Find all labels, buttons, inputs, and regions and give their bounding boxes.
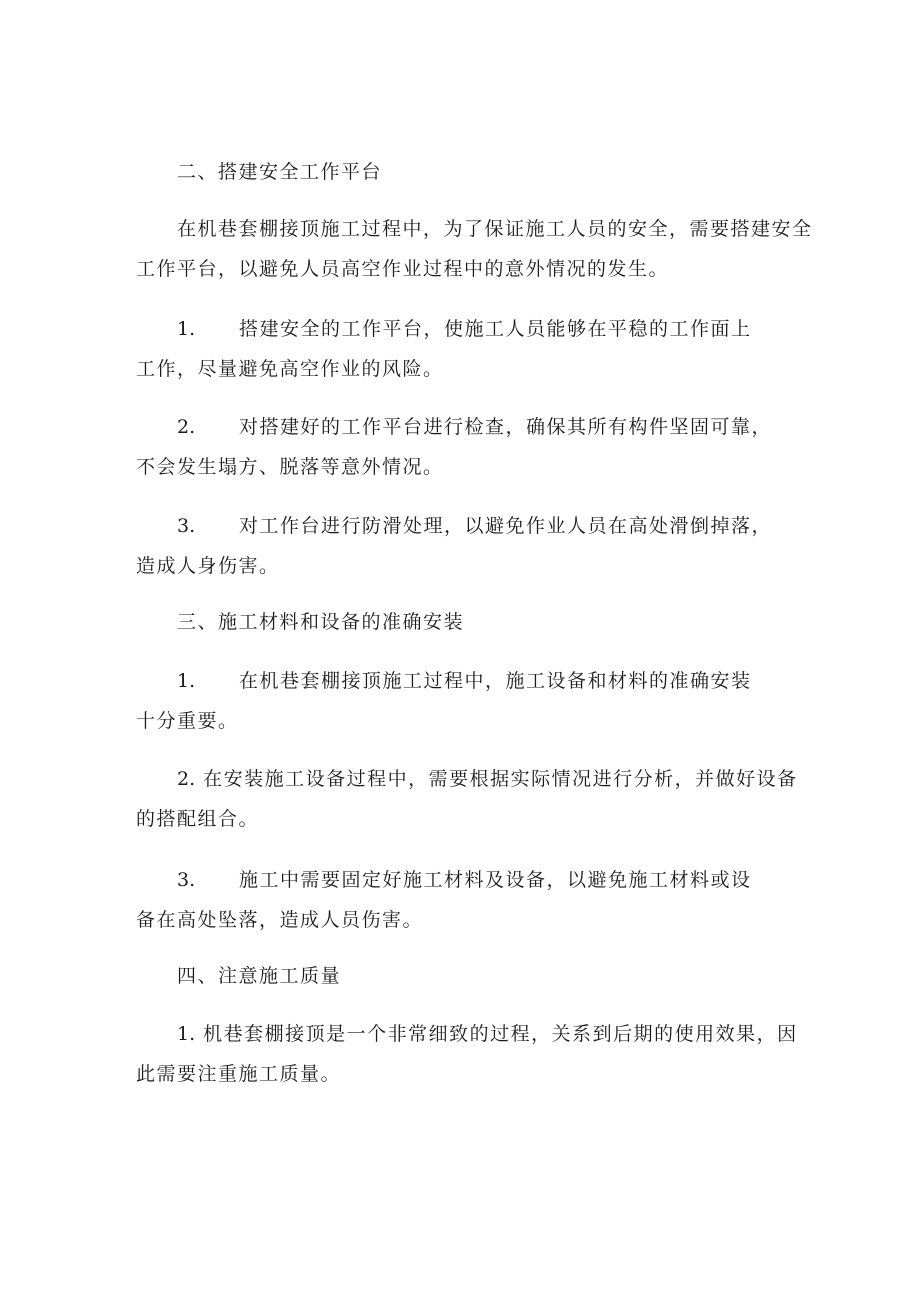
list-text: 在安装施工设备过程中，需要根据实际情况进行分析，并做好设备: [203, 768, 798, 790]
list-item: [177, 317, 752, 341]
section-heading: 四、注意施工质量: [177, 965, 342, 987]
section-heading: 三、施工材料和设备的准确安装: [177, 611, 465, 633]
section-heading: 二、搭建安全工作平台: [177, 161, 383, 183]
list-number: 1.: [177, 318, 196, 340]
list-item-continuation: 备在高处坠落，造成人员伤害。: [136, 909, 424, 931]
list-text: 机巷套棚接顶是一个非常细致的过程，关系到后期的使用效果，因: [203, 1023, 798, 1045]
list-item: [177, 767, 798, 791]
list-item: [177, 514, 772, 538]
list-item-continuation: 的搭配组合。: [136, 808, 260, 830]
paragraph-line: 工作平台，以避免人员高空作业过程中的意外情况的发生。: [136, 258, 670, 280]
list-item-continuation: 工作，尽量避免高空作业的风险。: [136, 358, 444, 380]
list-text: 施工中需要固定好施工材料及设备，以避免施工材料或设: [239, 869, 752, 891]
list-item-continuation: 十分重要。: [136, 710, 239, 732]
list-text: 搭建安全的工作平台，使施工人员能够在平稳的工作面上: [239, 318, 752, 340]
list-item: [177, 1022, 798, 1046]
list-number: 1.: [177, 1023, 196, 1045]
list-item-continuation: 此需要注重施工质量。: [136, 1063, 342, 1085]
list-text: 对搭建好的工作平台进行检查，确保其所有构件坚固可靠，: [239, 416, 773, 438]
list-number: 1.: [177, 670, 196, 692]
list-item: [177, 415, 772, 439]
list-number: 3.: [177, 869, 196, 891]
list-item-continuation: 不会发生塌方、脱落等意外情况。: [136, 456, 444, 478]
list-number: 3.: [177, 515, 196, 537]
list-item: [177, 669, 752, 693]
list-number: 2.: [177, 768, 196, 790]
list-item-continuation: 造成人身伤害。: [136, 555, 280, 577]
list-text: 在机巷套棚接顶施工过程中，施工设备和材料的准确安装: [239, 670, 752, 692]
list-item: [177, 868, 752, 892]
paragraph-line: 在机巷套棚接顶施工过程中，为了保证施工人员的安全，需要搭建安全: [177, 218, 813, 240]
list-number: 2.: [177, 416, 196, 438]
list-text: 对工作台进行防滑处理，以避免作业人员在高处滑倒掉落，: [239, 515, 773, 537]
